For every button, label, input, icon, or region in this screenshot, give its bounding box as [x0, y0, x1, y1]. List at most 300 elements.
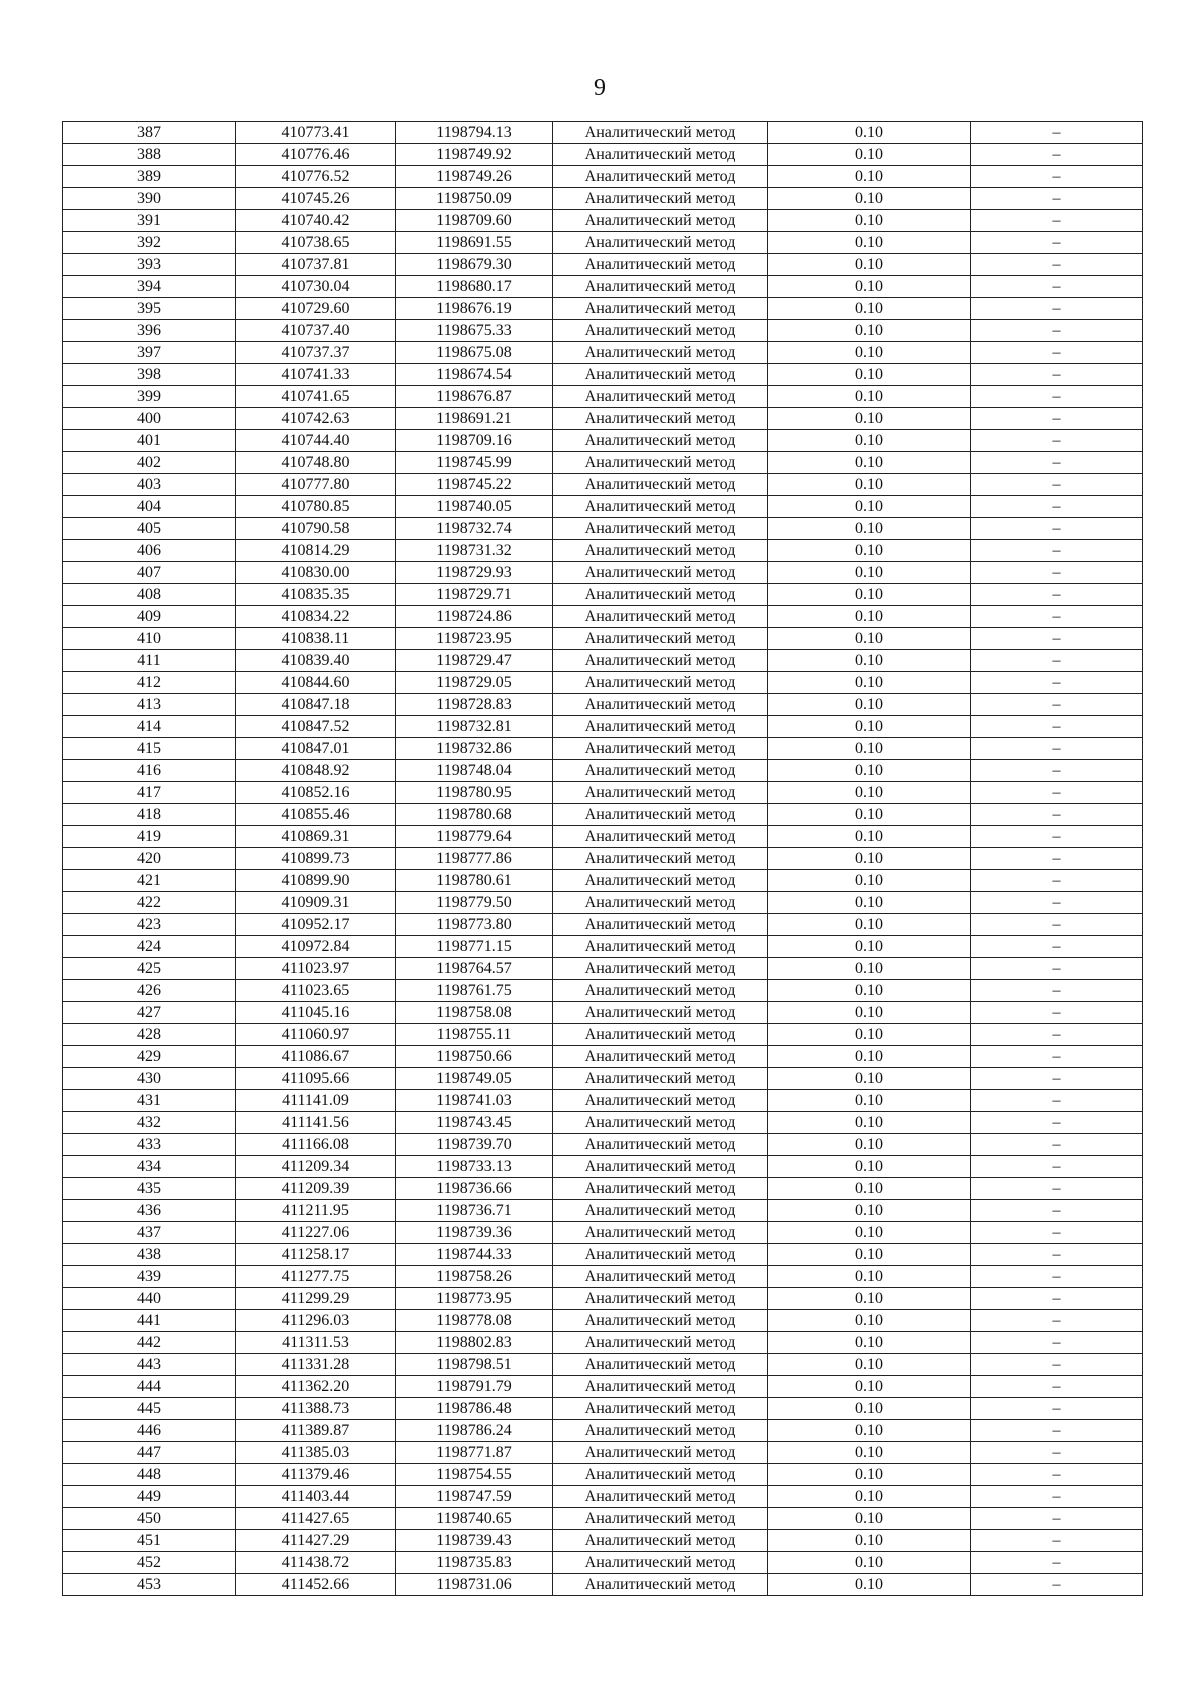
table-row: [63, 1332, 1143, 1354]
note-cell: –: [971, 1288, 1143, 1310]
accuracy-cell: 0.10: [768, 1574, 971, 1596]
point-number-cell: 395: [63, 298, 236, 320]
accuracy-cell: 0.10: [768, 1442, 971, 1464]
point-number-cell: 426: [63, 980, 236, 1002]
point-number-cell: 387: [63, 122, 236, 144]
method-cell: Аналитический метод: [553, 1002, 768, 1024]
note-cell: –: [971, 254, 1143, 276]
table-row: [63, 1464, 1143, 1486]
accuracy-cell: 0.10: [768, 122, 971, 144]
table-row: [63, 452, 1143, 474]
accuracy-cell: 0.10: [768, 188, 971, 210]
table-row: [63, 1398, 1143, 1420]
x-coordinate-cell: 411389.87: [236, 1420, 396, 1442]
method-cell: Аналитический метод: [553, 232, 768, 254]
accuracy-cell: 0.10: [768, 1178, 971, 1200]
accuracy-cell: 0.10: [768, 650, 971, 672]
x-coordinate-cell: 410741.65: [236, 386, 396, 408]
table-row: [63, 1112, 1143, 1134]
y-coordinate-cell: 1198691.21: [396, 408, 553, 430]
accuracy-cell: 0.10: [768, 782, 971, 804]
note-cell: –: [971, 1024, 1143, 1046]
note-cell: –: [971, 694, 1143, 716]
table-row: [63, 936, 1143, 958]
method-cell: Аналитический метод: [553, 694, 768, 716]
note-cell: –: [971, 1090, 1143, 1112]
accuracy-cell: 0.10: [768, 1332, 971, 1354]
x-coordinate-cell: 411023.97: [236, 958, 396, 980]
coordinates-table-body: [63, 122, 1143, 1596]
y-coordinate-cell: 1198709.60: [396, 210, 553, 232]
y-coordinate-cell: 1198736.71: [396, 1200, 553, 1222]
accuracy-cell: 0.10: [768, 232, 971, 254]
method-cell: Аналитический метод: [553, 584, 768, 606]
table-row: [63, 672, 1143, 694]
note-cell: –: [971, 122, 1143, 144]
y-coordinate-cell: 1198745.22: [396, 474, 553, 496]
table-row: [63, 232, 1143, 254]
table-row: [63, 1200, 1143, 1222]
y-coordinate-cell: 1198771.87: [396, 1442, 553, 1464]
accuracy-cell: 0.10: [768, 342, 971, 364]
method-cell: Аналитический метод: [553, 1156, 768, 1178]
table-row: [63, 650, 1143, 672]
x-coordinate-cell: 411331.28: [236, 1354, 396, 1376]
y-coordinate-cell: 1198709.16: [396, 430, 553, 452]
table-row: [63, 694, 1143, 716]
accuracy-cell: 0.10: [768, 1134, 971, 1156]
y-coordinate-cell: 1198749.05: [396, 1068, 553, 1090]
x-coordinate-cell: 411427.65: [236, 1508, 396, 1530]
accuracy-cell: 0.10: [768, 276, 971, 298]
note-cell: –: [971, 980, 1143, 1002]
table-row: [63, 892, 1143, 914]
note-cell: –: [971, 716, 1143, 738]
x-coordinate-cell: 411166.08: [236, 1134, 396, 1156]
method-cell: Аналитический метод: [553, 1134, 768, 1156]
y-coordinate-cell: 1198728.83: [396, 694, 553, 716]
accuracy-cell: 0.10: [768, 298, 971, 320]
y-coordinate-cell: 1198749.92: [396, 144, 553, 166]
accuracy-cell: 0.10: [768, 1068, 971, 1090]
point-number-cell: 450: [63, 1508, 236, 1530]
note-cell: –: [971, 848, 1143, 870]
x-coordinate-cell: 410972.84: [236, 936, 396, 958]
method-cell: Аналитический метод: [553, 496, 768, 518]
accuracy-cell: 0.10: [768, 1464, 971, 1486]
point-number-cell: 416: [63, 760, 236, 782]
y-coordinate-cell: 1198794.13: [396, 122, 553, 144]
point-number-cell: 410: [63, 628, 236, 650]
x-coordinate-cell: 410730.04: [236, 276, 396, 298]
method-cell: Аналитический метод: [553, 606, 768, 628]
x-coordinate-cell: 410773.41: [236, 122, 396, 144]
point-number-cell: 446: [63, 1420, 236, 1442]
table-row: [63, 628, 1143, 650]
point-number-cell: 448: [63, 1464, 236, 1486]
y-coordinate-cell: 1198680.17: [396, 276, 553, 298]
accuracy-cell: 0.10: [768, 1398, 971, 1420]
method-cell: Аналитический метод: [553, 1046, 768, 1068]
point-number-cell: 431: [63, 1090, 236, 1112]
x-coordinate-cell: 411388.73: [236, 1398, 396, 1420]
x-coordinate-cell: 410737.81: [236, 254, 396, 276]
method-cell: Аналитический метод: [553, 166, 768, 188]
accuracy-cell: 0.10: [768, 672, 971, 694]
x-coordinate-cell: 411060.97: [236, 1024, 396, 1046]
point-number-cell: 407: [63, 562, 236, 584]
y-coordinate-cell: 1198802.83: [396, 1332, 553, 1354]
y-coordinate-cell: 1198731.06: [396, 1574, 553, 1596]
accuracy-cell: 0.10: [768, 1376, 971, 1398]
accuracy-cell: 0.10: [768, 980, 971, 1002]
y-coordinate-cell: 1198731.32: [396, 540, 553, 562]
method-cell: Аналитический метод: [553, 1090, 768, 1112]
point-number-cell: 424: [63, 936, 236, 958]
accuracy-cell: 0.10: [768, 1486, 971, 1508]
y-coordinate-cell: 1198729.93: [396, 562, 553, 584]
method-cell: Аналитический метод: [553, 1398, 768, 1420]
y-coordinate-cell: 1198747.59: [396, 1486, 553, 1508]
accuracy-cell: 0.10: [768, 628, 971, 650]
method-cell: Аналитический метод: [553, 452, 768, 474]
point-number-cell: 405: [63, 518, 236, 540]
accuracy-cell: 0.10: [768, 386, 971, 408]
method-cell: Аналитический метод: [553, 1376, 768, 1398]
point-number-cell: 427: [63, 1002, 236, 1024]
table-row: [63, 1134, 1143, 1156]
point-number-cell: 429: [63, 1046, 236, 1068]
method-cell: Аналитический метод: [553, 870, 768, 892]
note-cell: –: [971, 166, 1143, 188]
note-cell: –: [971, 826, 1143, 848]
note-cell: –: [971, 144, 1143, 166]
accuracy-cell: 0.10: [768, 1002, 971, 1024]
table-row: [63, 562, 1143, 584]
accuracy-cell: 0.10: [768, 166, 971, 188]
method-cell: Аналитический метод: [553, 1222, 768, 1244]
table-row: [63, 320, 1143, 342]
method-cell: Аналитический метод: [553, 1574, 768, 1596]
point-number-cell: 401: [63, 430, 236, 452]
table-row: [63, 1552, 1143, 1574]
x-coordinate-cell: 410780.85: [236, 496, 396, 518]
x-coordinate-cell: 410738.65: [236, 232, 396, 254]
note-cell: –: [971, 276, 1143, 298]
point-number-cell: 418: [63, 804, 236, 826]
table-row: [63, 166, 1143, 188]
point-number-cell: 399: [63, 386, 236, 408]
table-row: [63, 738, 1143, 760]
point-number-cell: 397: [63, 342, 236, 364]
table-row: [63, 1376, 1143, 1398]
accuracy-cell: 0.10: [768, 606, 971, 628]
table-row: [63, 144, 1143, 166]
y-coordinate-cell: 1198748.04: [396, 760, 553, 782]
x-coordinate-cell: 410855.46: [236, 804, 396, 826]
accuracy-cell: 0.10: [768, 914, 971, 936]
table-row: [63, 980, 1143, 1002]
y-coordinate-cell: 1198729.71: [396, 584, 553, 606]
note-cell: –: [971, 1068, 1143, 1090]
accuracy-cell: 0.10: [768, 738, 971, 760]
table-row: [63, 386, 1143, 408]
note-cell: –: [971, 1112, 1143, 1134]
y-coordinate-cell: 1198798.51: [396, 1354, 553, 1376]
x-coordinate-cell: 410744.40: [236, 430, 396, 452]
method-cell: Аналитический метод: [553, 782, 768, 804]
y-coordinate-cell: 1198741.03: [396, 1090, 553, 1112]
y-coordinate-cell: 1198745.99: [396, 452, 553, 474]
accuracy-cell: 0.10: [768, 1112, 971, 1134]
table-row: [63, 1420, 1143, 1442]
accuracy-cell: 0.10: [768, 584, 971, 606]
method-cell: Аналитический метод: [553, 1310, 768, 1332]
note-cell: –: [971, 650, 1143, 672]
y-coordinate-cell: 1198771.15: [396, 936, 553, 958]
method-cell: Аналитический метод: [553, 540, 768, 562]
point-number-cell: 433: [63, 1134, 236, 1156]
table-row: [63, 760, 1143, 782]
method-cell: Аналитический метод: [553, 144, 768, 166]
note-cell: –: [971, 232, 1143, 254]
x-coordinate-cell: 411095.66: [236, 1068, 396, 1090]
note-cell: –: [971, 298, 1143, 320]
x-coordinate-cell: 410729.60: [236, 298, 396, 320]
accuracy-cell: 0.10: [768, 1530, 971, 1552]
note-cell: –: [971, 1508, 1143, 1530]
method-cell: Аналитический метод: [553, 848, 768, 870]
y-coordinate-cell: 1198676.19: [396, 298, 553, 320]
x-coordinate-cell: 411299.29: [236, 1288, 396, 1310]
method-cell: Аналитический метод: [553, 320, 768, 342]
x-coordinate-cell: 410776.52: [236, 166, 396, 188]
x-coordinate-cell: 411427.29: [236, 1530, 396, 1552]
method-cell: Аналитический метод: [553, 936, 768, 958]
note-cell: –: [971, 1574, 1143, 1596]
table-row: [63, 1068, 1143, 1090]
point-number-cell: 419: [63, 826, 236, 848]
x-coordinate-cell: 411277.75: [236, 1266, 396, 1288]
note-cell: –: [971, 760, 1143, 782]
x-coordinate-cell: 410741.33: [236, 364, 396, 386]
note-cell: –: [971, 892, 1143, 914]
method-cell: Аналитический метод: [553, 650, 768, 672]
note-cell: –: [971, 584, 1143, 606]
y-coordinate-cell: 1198739.43: [396, 1530, 553, 1552]
accuracy-cell: 0.10: [768, 848, 971, 870]
accuracy-cell: 0.10: [768, 892, 971, 914]
table-row: [63, 210, 1143, 232]
point-number-cell: 432: [63, 1112, 236, 1134]
x-coordinate-cell: 410835.35: [236, 584, 396, 606]
y-coordinate-cell: 1198739.70: [396, 1134, 553, 1156]
table-row: [63, 408, 1143, 430]
note-cell: –: [971, 496, 1143, 518]
point-number-cell: 408: [63, 584, 236, 606]
x-coordinate-cell: 411258.17: [236, 1244, 396, 1266]
point-number-cell: 451: [63, 1530, 236, 1552]
x-coordinate-cell: 410848.92: [236, 760, 396, 782]
y-coordinate-cell: 1198723.95: [396, 628, 553, 650]
point-number-cell: 445: [63, 1398, 236, 1420]
method-cell: Аналитический метод: [553, 562, 768, 584]
note-cell: –: [971, 364, 1143, 386]
accuracy-cell: 0.10: [768, 760, 971, 782]
note-cell: –: [971, 1046, 1143, 1068]
method-cell: Аналитический метод: [553, 254, 768, 276]
accuracy-cell: 0.10: [768, 870, 971, 892]
note-cell: –: [971, 1244, 1143, 1266]
point-number-cell: 425: [63, 958, 236, 980]
x-coordinate-cell: 410899.90: [236, 870, 396, 892]
note-cell: –: [971, 1200, 1143, 1222]
x-coordinate-cell: 411141.56: [236, 1112, 396, 1134]
accuracy-cell: 0.10: [768, 518, 971, 540]
point-number-cell: 391: [63, 210, 236, 232]
y-coordinate-cell: 1198729.05: [396, 672, 553, 694]
x-coordinate-cell: 410869.31: [236, 826, 396, 848]
point-number-cell: 392: [63, 232, 236, 254]
note-cell: –: [971, 1156, 1143, 1178]
point-number-cell: 430: [63, 1068, 236, 1090]
accuracy-cell: 0.10: [768, 716, 971, 738]
method-cell: Аналитический метод: [553, 518, 768, 540]
x-coordinate-cell: 411362.20: [236, 1376, 396, 1398]
y-coordinate-cell: 1198750.09: [396, 188, 553, 210]
coordinates-table: [62, 121, 1143, 1596]
point-number-cell: 404: [63, 496, 236, 518]
x-coordinate-cell: 410830.00: [236, 562, 396, 584]
table-row: [63, 188, 1143, 210]
x-coordinate-cell: 410737.40: [236, 320, 396, 342]
point-number-cell: 412: [63, 672, 236, 694]
accuracy-cell: 0.10: [768, 1024, 971, 1046]
note-cell: –: [971, 1266, 1143, 1288]
accuracy-cell: 0.10: [768, 694, 971, 716]
method-cell: Аналитический метод: [553, 1530, 768, 1552]
note-cell: –: [971, 804, 1143, 826]
point-number-cell: 389: [63, 166, 236, 188]
table-row: [63, 430, 1143, 452]
table-row: [63, 1574, 1143, 1596]
point-number-cell: 415: [63, 738, 236, 760]
y-coordinate-cell: 1198791.79: [396, 1376, 553, 1398]
table-row: [63, 1310, 1143, 1332]
x-coordinate-cell: 410814.29: [236, 540, 396, 562]
method-cell: Аналитический метод: [553, 210, 768, 232]
accuracy-cell: 0.10: [768, 826, 971, 848]
note-cell: –: [971, 1134, 1143, 1156]
y-coordinate-cell: 1198675.08: [396, 342, 553, 364]
x-coordinate-cell: 410740.42: [236, 210, 396, 232]
table-row: [63, 474, 1143, 496]
accuracy-cell: 0.10: [768, 804, 971, 826]
table-row: [63, 1156, 1143, 1178]
point-number-cell: 390: [63, 188, 236, 210]
x-coordinate-cell: 411211.95: [236, 1200, 396, 1222]
note-cell: –: [971, 1178, 1143, 1200]
accuracy-cell: 0.10: [768, 320, 971, 342]
method-cell: Аналитический метод: [553, 1464, 768, 1486]
point-number-cell: 442: [63, 1332, 236, 1354]
x-coordinate-cell: 410952.17: [236, 914, 396, 936]
table-row: [63, 1178, 1143, 1200]
accuracy-cell: 0.10: [768, 210, 971, 232]
y-coordinate-cell: 1198764.57: [396, 958, 553, 980]
accuracy-cell: 0.10: [768, 936, 971, 958]
table-row: [63, 1222, 1143, 1244]
x-coordinate-cell: 410745.26: [236, 188, 396, 210]
note-cell: –: [971, 606, 1143, 628]
x-coordinate-cell: 411311.53: [236, 1332, 396, 1354]
x-coordinate-cell: 410899.73: [236, 848, 396, 870]
point-number-cell: 394: [63, 276, 236, 298]
table-row: [63, 958, 1143, 980]
table-row: [63, 1442, 1143, 1464]
method-cell: Аналитический метод: [553, 386, 768, 408]
y-coordinate-cell: 1198749.26: [396, 166, 553, 188]
table-row: [63, 716, 1143, 738]
method-cell: Аналитический метод: [553, 1068, 768, 1090]
x-coordinate-cell: 411141.09: [236, 1090, 396, 1112]
accuracy-cell: 0.10: [768, 1354, 971, 1376]
method-cell: Аналитический метод: [553, 760, 768, 782]
table-row: [63, 1024, 1143, 1046]
method-cell: Аналитический метод: [553, 738, 768, 760]
point-number-cell: 406: [63, 540, 236, 562]
y-coordinate-cell: 1198676.87: [396, 386, 553, 408]
method-cell: Аналитический метод: [553, 1354, 768, 1376]
point-number-cell: 440: [63, 1288, 236, 1310]
method-cell: Аналитический метод: [553, 1442, 768, 1464]
note-cell: –: [971, 1376, 1143, 1398]
note-cell: –: [971, 188, 1143, 210]
note-cell: –: [971, 1354, 1143, 1376]
note-cell: –: [971, 958, 1143, 980]
table-row: [63, 804, 1143, 826]
note-cell: –: [971, 782, 1143, 804]
x-coordinate-cell: 411452.66: [236, 1574, 396, 1596]
method-cell: Аналитический метод: [553, 804, 768, 826]
method-cell: Аналитический метод: [553, 1552, 768, 1574]
accuracy-cell: 0.10: [768, 1552, 971, 1574]
y-coordinate-cell: 1198780.61: [396, 870, 553, 892]
x-coordinate-cell: 410834.22: [236, 606, 396, 628]
table-row: [63, 1486, 1143, 1508]
point-number-cell: 444: [63, 1376, 236, 1398]
point-number-cell: 447: [63, 1442, 236, 1464]
x-coordinate-cell: 410737.37: [236, 342, 396, 364]
x-coordinate-cell: 411023.65: [236, 980, 396, 1002]
y-coordinate-cell: 1198755.11: [396, 1024, 553, 1046]
accuracy-cell: 0.10: [768, 1046, 971, 1068]
point-number-cell: 400: [63, 408, 236, 430]
x-coordinate-cell: 411086.67: [236, 1046, 396, 1068]
method-cell: Аналитический метод: [553, 276, 768, 298]
x-coordinate-cell: 410847.18: [236, 694, 396, 716]
y-coordinate-cell: 1198674.54: [396, 364, 553, 386]
note-cell: –: [971, 738, 1143, 760]
x-coordinate-cell: 410847.01: [236, 738, 396, 760]
point-number-cell: 409: [63, 606, 236, 628]
y-coordinate-cell: 1198691.55: [396, 232, 553, 254]
x-coordinate-cell: 411385.03: [236, 1442, 396, 1464]
note-cell: –: [971, 870, 1143, 892]
x-coordinate-cell: 411045.16: [236, 1002, 396, 1024]
note-cell: –: [971, 1552, 1143, 1574]
y-coordinate-cell: 1198786.48: [396, 1398, 553, 1420]
